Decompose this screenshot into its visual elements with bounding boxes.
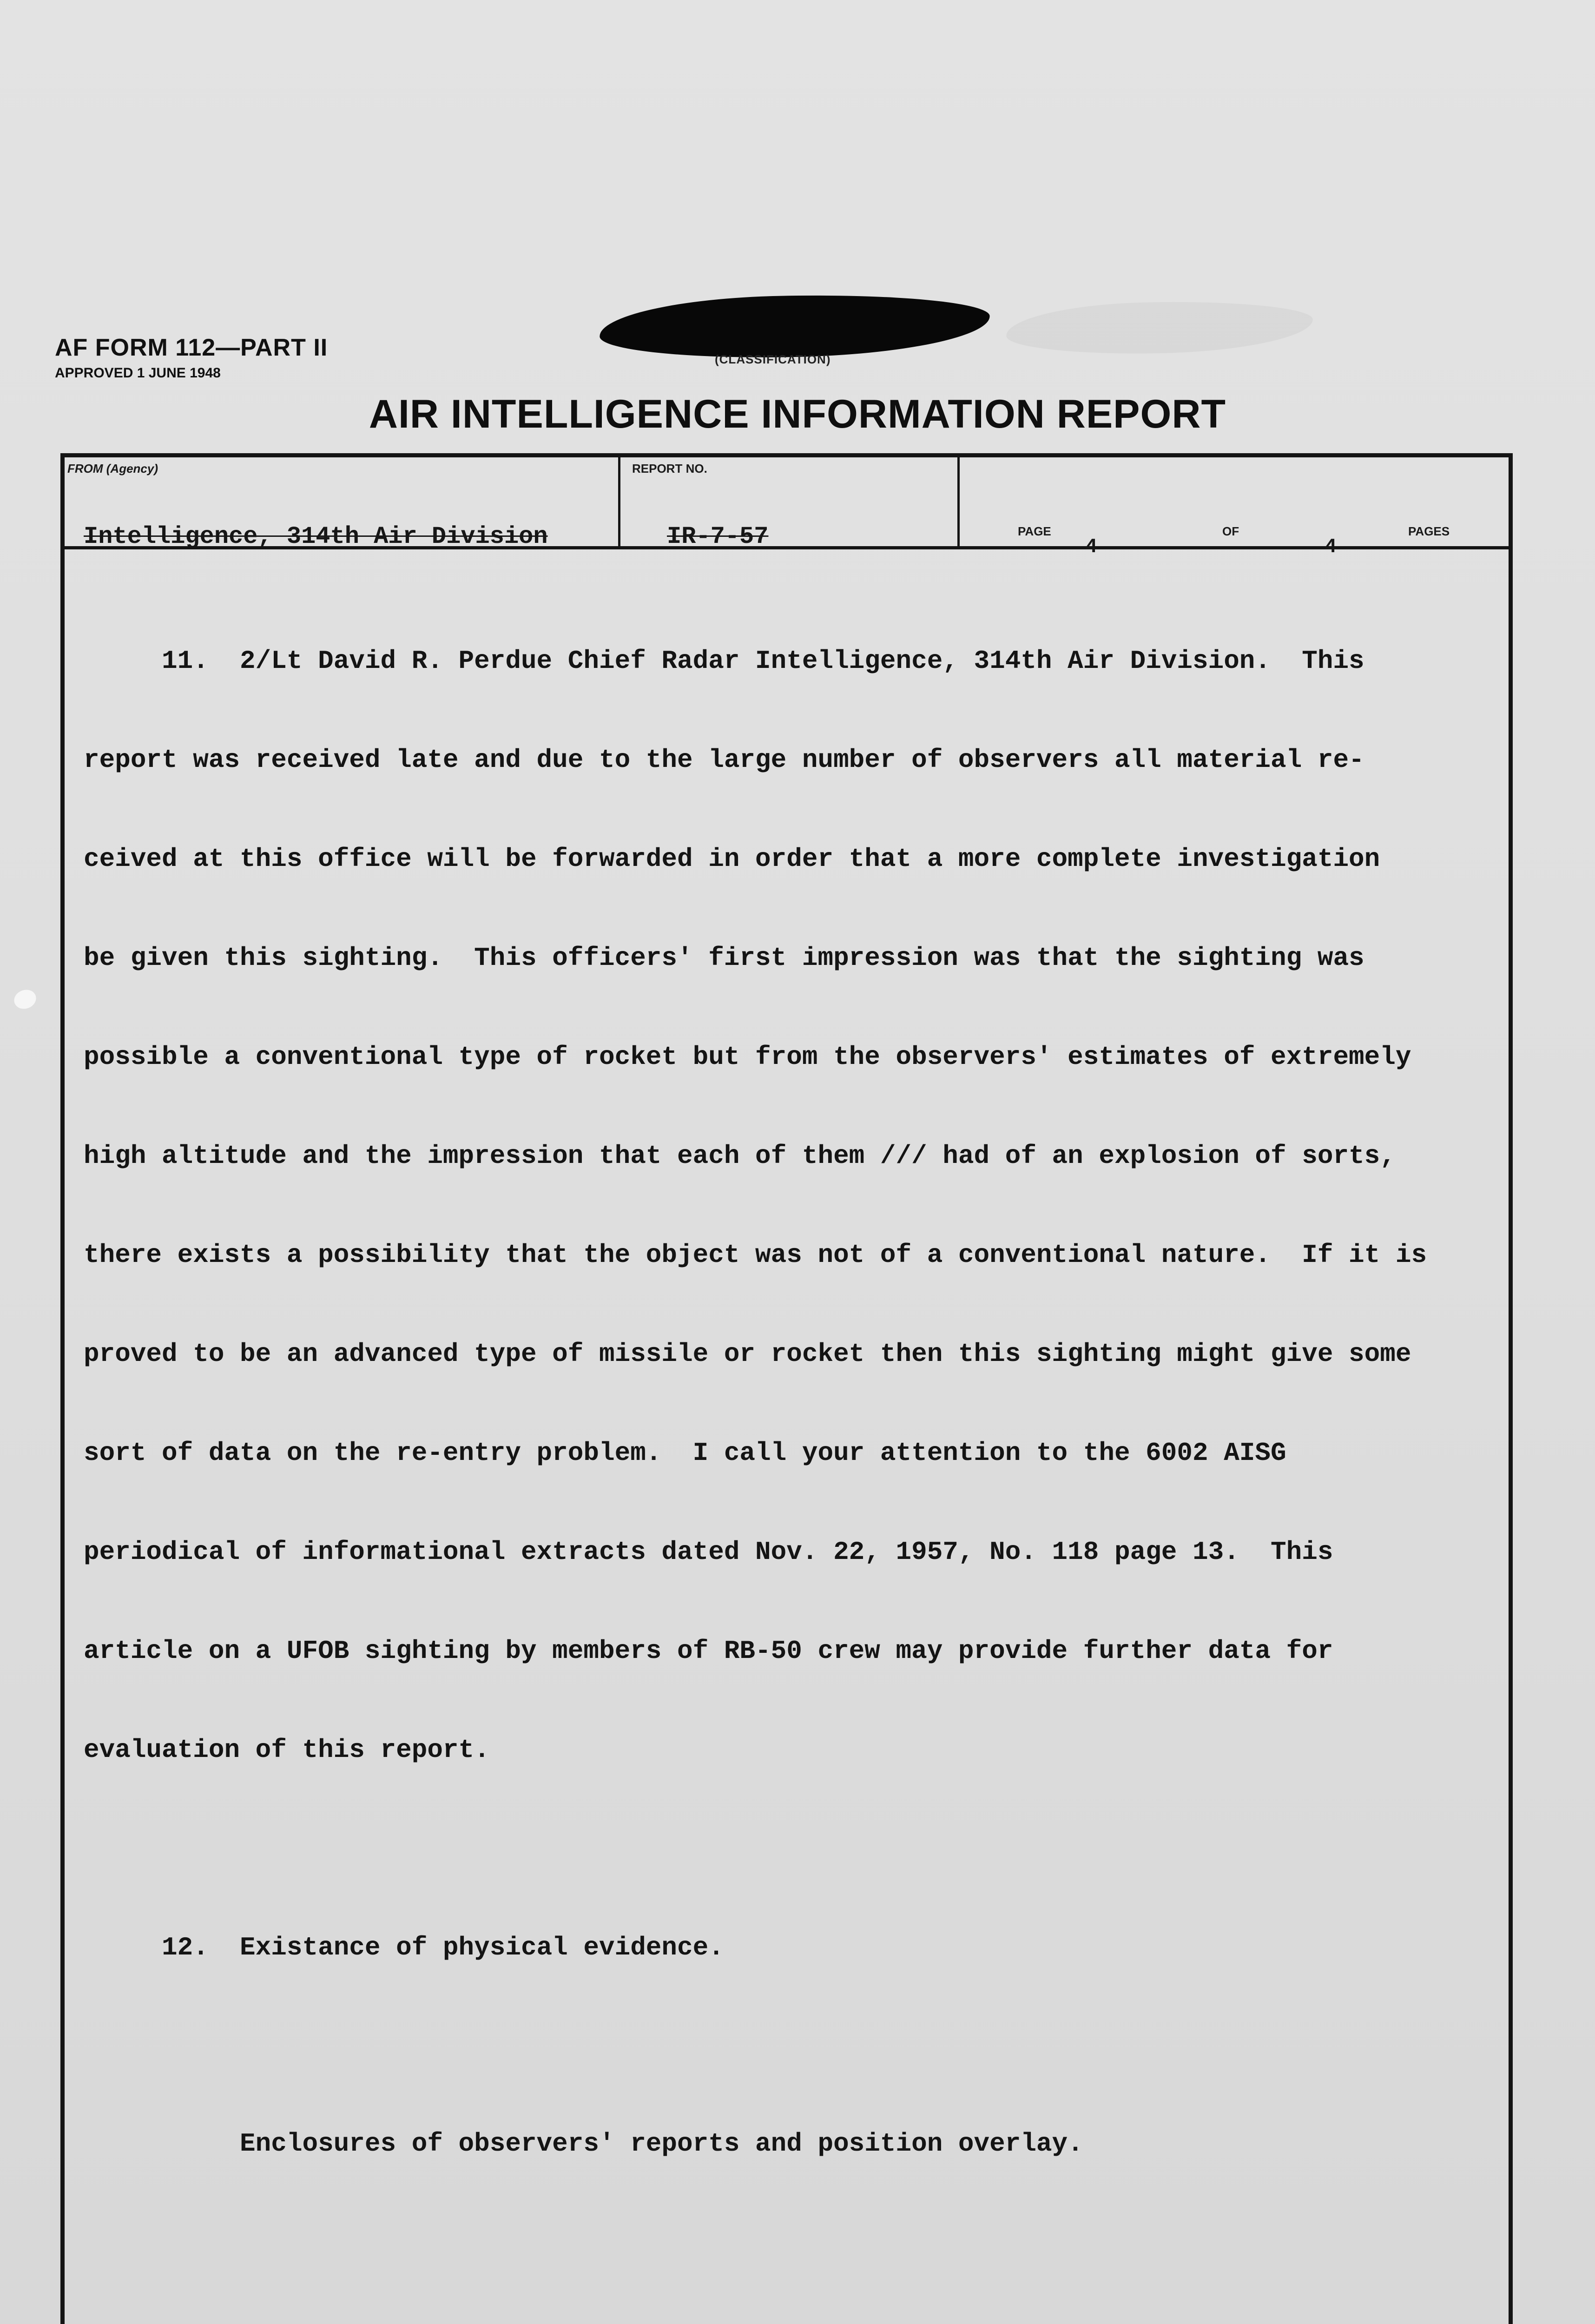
report-body: [84, 579, 1501, 2193]
para-11-line: be given this sighting. This officers' first impression was that the sighting was: [84, 943, 1364, 973]
para-11-line: ceived at this office will be forwarded in order that a more complete investigation: [84, 844, 1380, 874]
report-no-label: REPORT NO.: [632, 462, 707, 475]
para-11-line: article on a UFOB sighting by members of RB-50 crew may provide further data for: [84, 1636, 1333, 1666]
para-12-text: Enclosures of observers' reports and position overlay.: [84, 2129, 1083, 2159]
from-label: FROM (Agency): [67, 462, 158, 475]
page-label: PAGE: [1018, 524, 1051, 538]
form-id: AF FORM 112—PART II: [55, 334, 328, 361]
para-11-line: evaluation of this report.: [84, 1735, 490, 1765]
para-11-line: proved to be an advanced type of missile or rocket then this sighting might give some: [84, 1339, 1411, 1369]
of-value: 4: [1325, 535, 1337, 559]
page-value: 4: [1085, 535, 1098, 559]
header-col-divider-1: [618, 453, 620, 546]
para-11-line: possible a conventional type of rocket but from the observers' estimates of extremely: [84, 1042, 1411, 1072]
para-11-line: report was received late and due to the large number of observers all material re-: [84, 745, 1364, 775]
classification-label-top: (CLASSIFICATION): [715, 352, 831, 366]
para-12-heading: 12. Existance of physical evidence.: [84, 1933, 724, 1962]
report-title: AIR INTELLIGENCE INFORMATION REPORT: [369, 392, 1226, 436]
para-11-line: there exists a possibility that the object was not of a conventional nature. If it is: [84, 1240, 1427, 1270]
pages-label: PAGES: [1408, 524, 1450, 538]
from-value: Intelligence, 314th Air Division: [84, 523, 548, 550]
report-no-value: IR-7-57: [667, 523, 769, 550]
para-11-line: sort of data on the re-entry problem. I call your attention to the 6002 AISG: [84, 1438, 1286, 1468]
of-label: OF: [1222, 524, 1239, 538]
form-approval-date: APPROVED 1 JUNE 1948: [55, 365, 221, 381]
para-11-line: 11. 2/Lt David R. Perdue Chief Radar Intelligence, 314th Air Division. This: [84, 646, 1364, 676]
header-col-divider-2: [957, 453, 960, 546]
para-11-line: periodical of informational extracts dated Nov. 22, 1957, No. 118 page 13. This: [84, 1537, 1333, 1567]
para-11-line: high altitude and the impression that each of them /// had of an explosion of sorts,: [84, 1141, 1396, 1171]
